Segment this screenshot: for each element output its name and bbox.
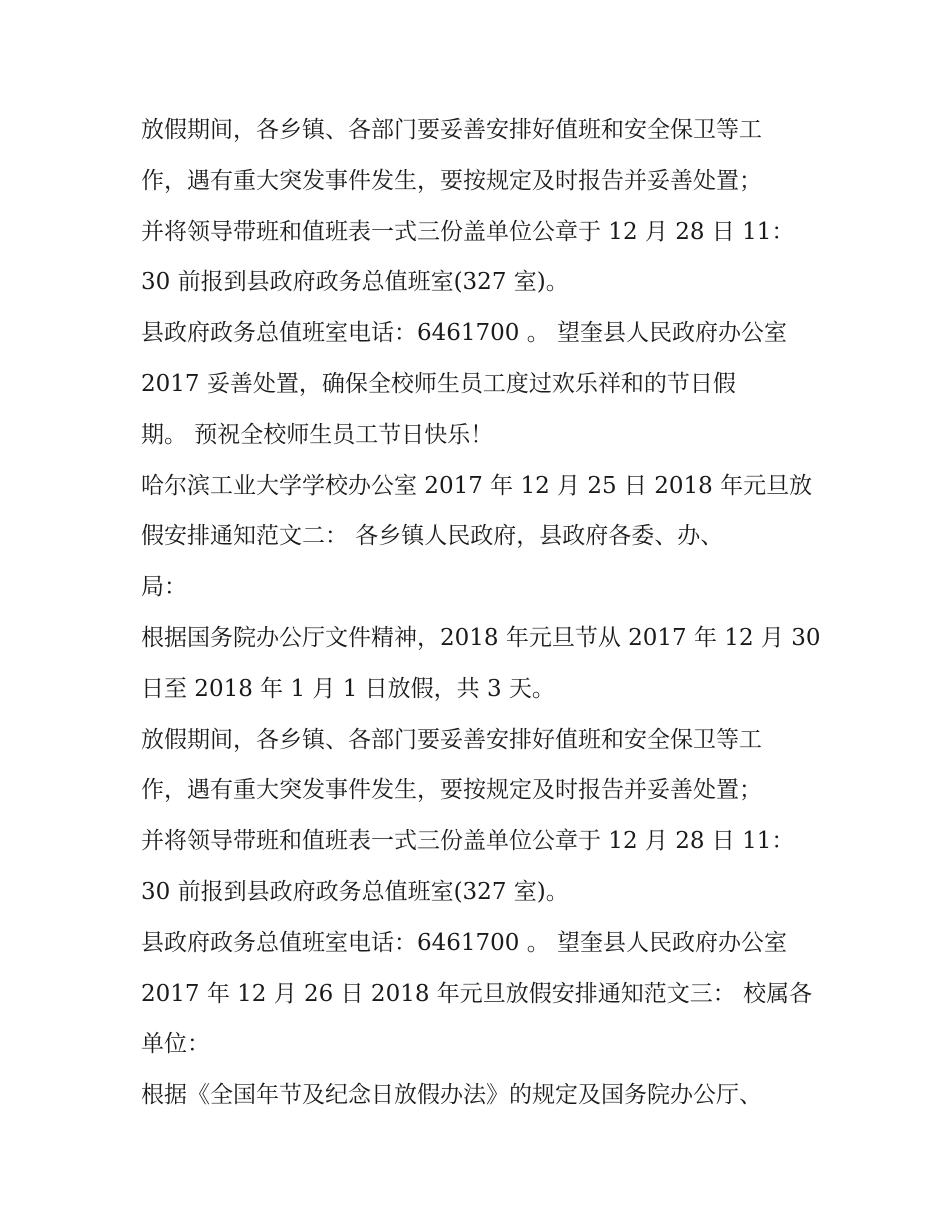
text-line: 30 前报到县政府政务总值班室(327 室)。	[141, 878, 569, 905]
text-line: 放假期间，各乡镇、各部门要妥善安排好值班和安全保卫等工	[141, 726, 762, 753]
text-line: 县政府政务总值班室电话：6461700 。 望奎县人民政府办公室	[141, 320, 788, 347]
text-line: 县政府政务总值班室电话：6461700 。 望奎县人民政府办公室	[141, 929, 788, 956]
text-line: 期。 预祝全校师生员工节日快乐！	[141, 421, 494, 448]
text-line: 单位：	[141, 1031, 210, 1058]
text-line: 2017 年 12 月 26 日 2018 年元旦放假安排通知范文三： 校属各	[141, 980, 813, 1007]
text-line: 并将领导带班和值班表一式三份盖单位公章于 12 月 28 日 11：	[141, 218, 795, 245]
text-line: 局：	[141, 574, 187, 601]
text-line: 并将领导带班和值班表一式三份盖单位公章于 12 月 28 日 11：	[141, 828, 795, 855]
text-line: 根据国务院办公厅文件精神，2018 年元旦节从 2017 年 12 月 30	[141, 624, 821, 651]
text-line: 哈尔滨工业大学学校办公室 2017 年 12 月 25 日 2018 年元旦放	[141, 472, 813, 499]
text-line: 根据《全国年节及纪念日放假办法》的规定及国务院办公厅、	[141, 1082, 762, 1109]
document-body	[141, 105, 821, 1121]
text-line: 放假期间，各乡镇、各部门要妥善安排好值班和安全保卫等工	[141, 117, 762, 143]
text-line: 作，遇有重大突发事件发生，要按规定及时报告并妥善处置；	[141, 167, 762, 194]
text-line: 假安排通知范文二： 各乡镇人民政府，县政府各委、办、	[141, 523, 724, 550]
text-line: 30 前报到县政府政务总值班室(327 室)。	[141, 269, 569, 296]
text-line: 作，遇有重大突发事件发生，要按规定及时报告并妥善处置；	[141, 777, 762, 804]
text-line: 日至 2018 年 1 月 1 日放假，共 3 天。	[141, 675, 555, 702]
text-line: 2017 妥善处置，确保全校师生员工度过欢乐祥和的节日假	[141, 370, 736, 397]
